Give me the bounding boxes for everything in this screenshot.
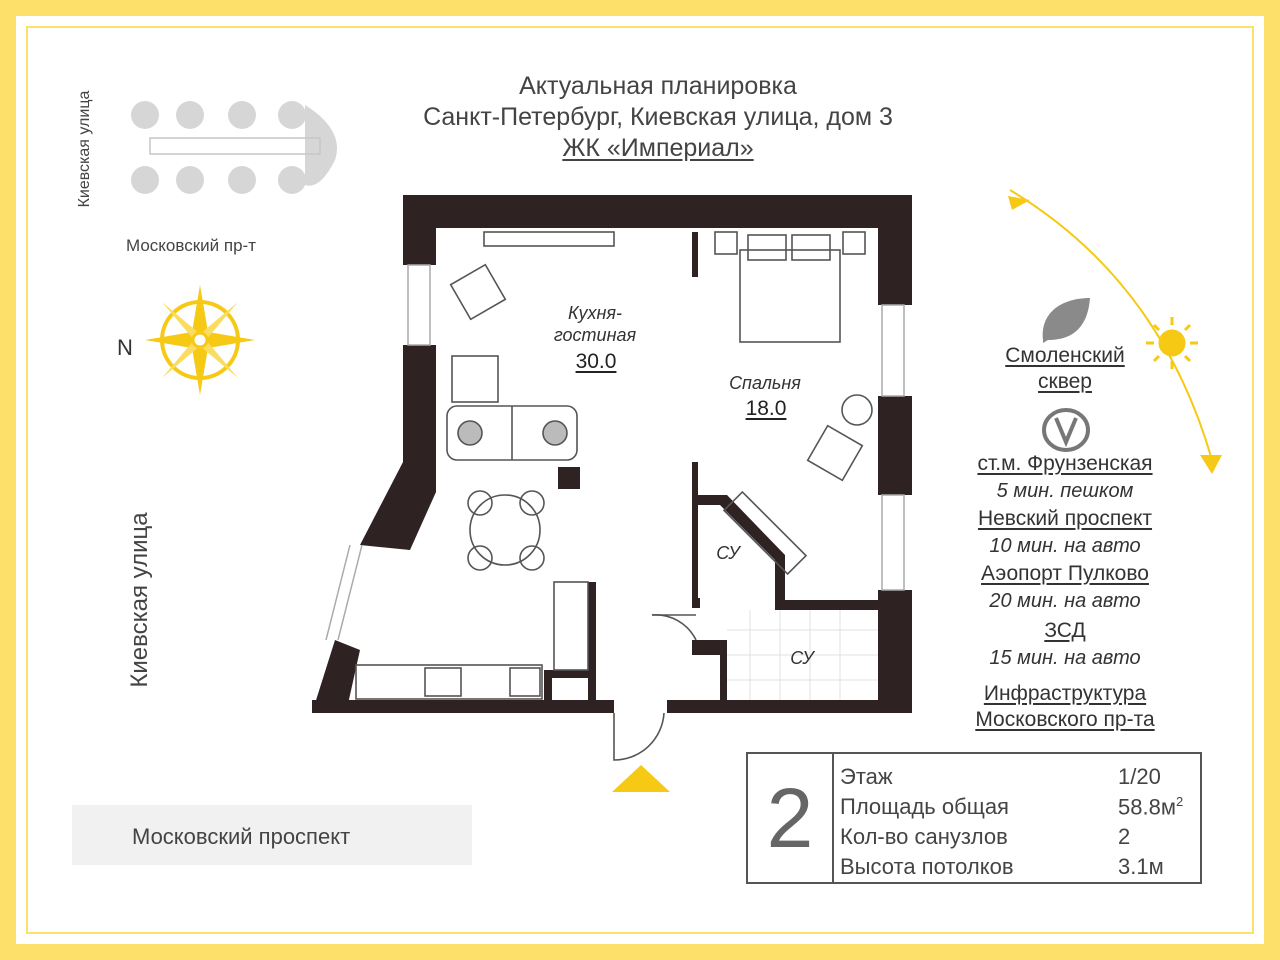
header-address: Санкт-Петербург, Киевская улица, дом 3: [423, 103, 893, 131]
room-kitchen-area: 30.0: [575, 350, 617, 373]
room-bath1: СУ: [716, 543, 740, 563]
poi-metro-time: 5 мин. пешком: [996, 480, 1134, 502]
poi-smolensky: Смоленский сквер: [1005, 344, 1125, 393]
walls: [312, 195, 912, 713]
street-kievskaya-top: Киевская улица: [76, 90, 93, 208]
info-label: Площадь общая: [840, 794, 1009, 819]
room-kitchen-name: Кухня- гостиная: [553, 303, 637, 345]
street-moskovsky-bottom: Московский проспект: [132, 824, 351, 849]
info-value: 1/20: [1118, 764, 1161, 789]
area-value: 58.8м: [1118, 794, 1176, 820]
info-label: Этаж: [840, 764, 893, 789]
poi-nevsky: Невский проспект: [977, 507, 1153, 530]
poi-nevsky-time: 10 мин. на авто: [989, 535, 1141, 557]
poi-airport: Аэопорт Пулково: [981, 562, 1149, 585]
room-bedroom-name: Спальня: [729, 373, 801, 393]
info-label: Высота потолков: [840, 854, 1014, 879]
street-kievskaya-left: Киевская улица: [126, 512, 153, 688]
entrance-arrow-icon: [612, 765, 670, 792]
street-moskovsky-short: Московский пр-т: [126, 236, 256, 255]
header-complex: ЖК «Империал»: [562, 134, 754, 162]
info-value: 3.1м: [1118, 854, 1164, 879]
info-table: [746, 752, 1202, 884]
info-value: [1118, 794, 1183, 820]
poi-metro: ст.м. Фрунзенская: [977, 452, 1153, 475]
poi-infrastructure: Инфраструктура Московского пр-та: [975, 682, 1155, 731]
header-title: Актуальная планировка: [519, 72, 797, 100]
room-bath2: СУ: [790, 648, 814, 668]
sun-path: [1008, 190, 1222, 474]
metro-icon: [1044, 410, 1088, 450]
info-label: Кол-во санузлов: [840, 824, 1008, 849]
north-label: N: [117, 335, 133, 360]
info-value: 2: [1118, 824, 1131, 849]
leaf-icon: [1043, 298, 1090, 343]
compass-icon: [145, 285, 255, 395]
poi-zsd-time: 15 мин. на авто: [989, 647, 1141, 669]
area-unit-sup: 2: [1175, 794, 1184, 809]
poi-zsd: ЗСД: [1044, 619, 1086, 642]
room-bedroom-area: 18.0: [745, 397, 787, 420]
rooms-count: 2: [748, 754, 834, 882]
poi-airport-time: 20 мин. на авто: [989, 590, 1141, 612]
